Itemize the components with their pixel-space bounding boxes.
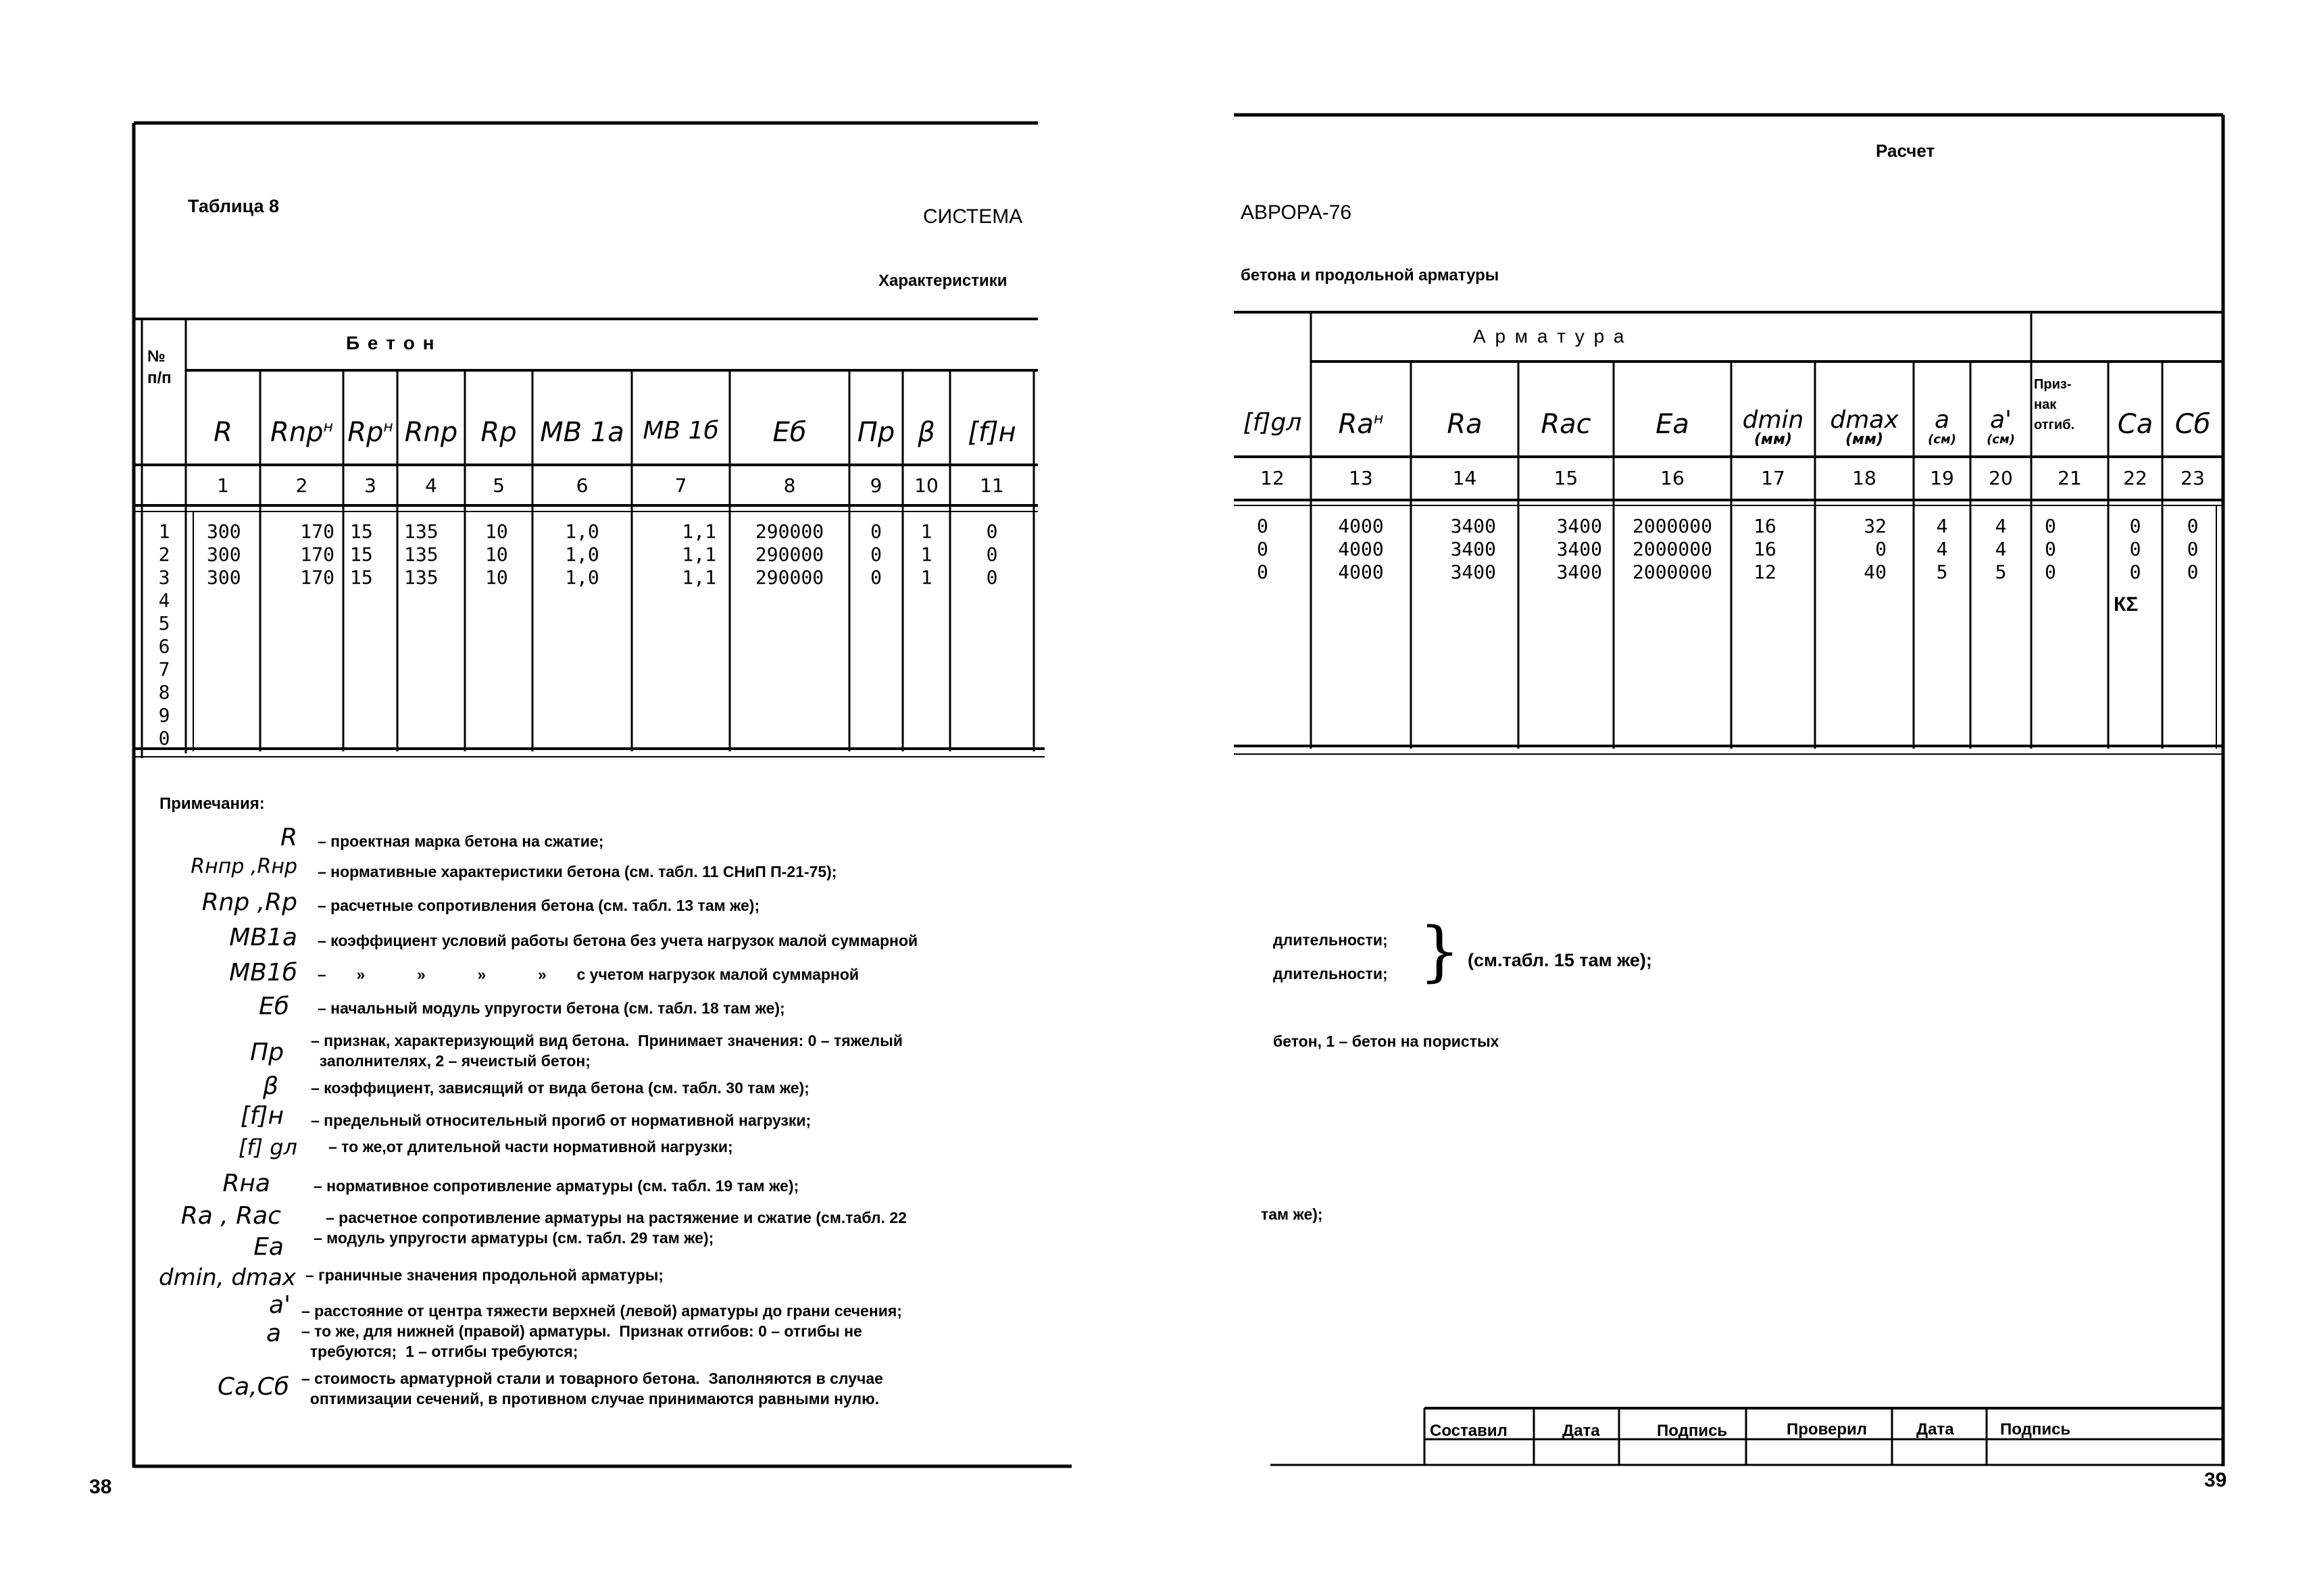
note-text: – расстояние от центра тяжести верхней (левой) арматуры до грани сечения; [301,1302,902,1320]
concrete-group-header: Б е т о н [346,332,436,353]
note-symbol: a [266,1320,281,1347]
col-symbol: Rnp [404,417,458,448]
data-col-14: 3400 3400 3400 [1450,515,1496,583]
col-number: 2 [295,474,308,497]
note-symbol: Ca,Cб [218,1373,289,1401]
note-text: – » » » » с учетом нагрузок малой суммарной [318,966,860,983]
characteristics-title: Характеристики [878,272,1007,290]
data-col-20: 4 4 5 [1995,515,2007,583]
col-number: 14 [1452,467,1477,489]
col-symbol: Пр [857,417,895,448]
data-col-17: 16 16 12 [1753,515,1776,583]
signature-cell: Дата [1562,1422,1600,1440]
col-unit: (см) [1987,432,2015,447]
signature-cell: Подпись [2000,1420,2071,1439]
note-text: – предельный относительный прогиб от нормативной нагрузки; [311,1112,812,1129]
data-col-12: 0 0 0 [1257,515,1268,583]
note-symbol: Rnp ,Rp [201,889,297,916]
col-symbol: MB 1a [540,417,624,448]
data-col-19: 4 4 5 [1936,515,1948,583]
concrete-rebar-title: бетона и продольной арматуры [1241,266,1499,284]
data-col-2: 170 170 170 [300,520,334,589]
col-number: 13 [1349,467,1373,489]
ks-mark: КΣ [2114,593,2139,616]
note-symbol: [f] gл [238,1134,297,1160]
note-text: – начальный модуль упругости бетона (см. табл. 18 там же); [318,999,785,1017]
col-number: 20 [1989,467,2013,489]
col-unit: (мм) [1753,431,1793,448]
note-text: – расчетное сопротивление арматуры на растяжение и сжатие (см.табл. 22 [326,1209,907,1226]
page-number-right: 39 [2204,1469,2227,1491]
col-symbol: Ea [1656,409,1689,440]
note-text: – коэффициент условий работы бетона без учета нагрузок малой суммарной [318,932,918,949]
col-number: 4 [425,474,437,497]
signature-cell: Проверил [1787,1420,1868,1439]
system-title: СИСТЕМА [923,205,1023,228]
note-symbol: MB1a [229,924,297,951]
note-symbol: a' [269,1291,291,1319]
col-number: 19 [1930,467,1954,489]
table-label: Таблица 8 [188,196,280,216]
data-col-13: 4000 4000 4000 [1338,515,1384,583]
data-col-22: 0 0 0 [2129,515,2141,583]
data-col-10: 1 1 1 [920,520,932,589]
col-symbol: $Ra^н$ [1338,409,1384,440]
data-col-21: 0 0 0 [2045,515,2056,583]
note-text: – граничные значения продольной арматуры; [305,1266,664,1284]
continuation-text: там же); [1261,1205,1323,1223]
col-number: 17 [1761,467,1785,489]
col-symbol: a [1934,406,1950,434]
col-symbol: Ra [1447,409,1483,440]
note-text: – стоимость арматурной стали и товарного бетона. Заполняются в случае оптимизации сечений, в противном случае принимаются равными нулю. [301,1370,883,1407]
note-symbol: Ea [253,1233,284,1261]
note-text: – расчетные сопротивления бетона (см. табл. 13 там же); [318,897,760,914]
data-col-1: 300 300 300 [207,520,241,589]
col-number: 9 [870,474,882,497]
col-number: 12 [1260,467,1285,489]
note-symbol: [f]н [240,1102,284,1130]
data-col-5: 10 10 10 [485,520,508,589]
col-symbol: β [918,417,935,448]
data-col-3: 15 15 15 [350,520,373,589]
col-symbol: Cб [2174,409,2211,440]
note-symbol: Ra , Rac [180,1202,281,1230]
col-symbol: Ca [2117,409,2154,440]
data-col-9: 0 0 0 [870,520,882,589]
col-symbol: [f]gл [1243,409,1302,437]
note-symbol: MB1б [229,959,297,987]
col-unit: (см) [1928,432,1956,447]
col-symbol: Eб [772,417,807,448]
data-col-23: 0 0 0 [2187,515,2199,583]
note-text: – модуль упругости арматуры (см. табл. 29 там же); [314,1229,714,1247]
col-number: 7 [674,474,687,497]
col-symbol: a' [1990,406,2012,434]
note-symbol: Rнпр ,Rнр [191,855,297,878]
col-number: 11 [980,474,1004,497]
col-number: 5 [493,474,505,497]
col-number: 21 [2058,467,2082,489]
note-text: – нормативное сопротивление арматуры (см. табл. 19 там же); [314,1177,799,1195]
rebar-group-header: А р м а т у р а [1473,326,1626,347]
data-col-7: 1,1 1,1 1,1 [682,520,716,589]
col-symbol: MB 1б [643,417,719,445]
col-number: 6 [576,474,589,497]
note-text: – признак, характеризующий вид бетона. Принимает значения: 0 – тяжелый заполнителях, 2 – ячеистый бетон; [311,1032,903,1070]
col-unit: (мм) [1845,431,1884,448]
col-symbol: dmax [1830,406,1899,434]
col-number: 16 [1660,467,1685,489]
data-col-15: 3400 3400 3400 [1556,515,1602,583]
col-number: 1 [217,474,229,497]
col-symbol: Rac [1541,409,1591,440]
signature-cell: Подпись [1657,1422,1728,1440]
row-number-header: № п/п [147,347,172,387]
data-col-18: 32 0 40 [1864,515,1887,583]
data-col-6: 1,0 1,0 1,0 [565,520,599,589]
notes-title: Примечания: [159,795,265,813]
avrora-title: АВРОРА-76 [1241,201,1352,224]
note-text: – нормативные характеристики бетона (см. табл. 11 СНиП П-21-75); [318,863,837,880]
col-number: 8 [783,474,796,497]
data-col-16: 2000000 2000000 2000000 [1632,515,1712,583]
signature-cell: Составил [1430,1422,1508,1440]
note-symbol: Eб [259,993,289,1020]
note-symbol: R [280,824,297,851]
data-col-4: 135 135 135 [404,520,439,589]
note-text: – то же,от длительной части нормативной нагрузки; [328,1138,733,1155]
continuation-text: длительности; [1273,965,1388,982]
note-symbol: dmin, dmax [159,1264,296,1291]
col-symbol: dmin [1742,406,1804,434]
col-number: 18 [1852,467,1876,489]
data-col-11: 0 0 0 [986,520,998,589]
continuation-text: длительности; [1273,931,1388,949]
col-number: 23 [2181,467,2205,489]
col-number: 15 [1553,467,1578,489]
brace: } [1419,914,1461,989]
row-numbers: 1 2 3 4 5 6 7 8 9 0 [158,520,170,749]
continuation-text: (см.табл. 15 там же); [1468,950,1652,970]
data-col-8: 290000 290000 290000 [755,520,824,589]
col-symbol: [f]н [968,417,1016,448]
note-symbol: β [263,1072,278,1100]
col-number: 3 [364,474,376,497]
note-text: – коэффициент, зависящий от вида бетона (см. табл. 30 там же); [311,1079,810,1097]
col-symbol: Rp [480,417,517,448]
note-symbol: Rнa [222,1170,270,1197]
page-number-left: 38 [89,1476,112,1498]
note-symbol: Пр [250,1039,284,1066]
signature-cell: Дата [1916,1420,1954,1439]
note-text: – проектная марка бетона на сжатие; [318,832,604,850]
col-symbol: $Rp^н$ [347,417,393,448]
bend-flag-header: Приз- нак отгиб. [2034,377,2075,432]
col-number: 22 [2123,467,2147,489]
col-symbol: R [214,417,232,448]
continuation-text: бетон, 1 – бетон на пористых [1273,1032,1499,1050]
note-text: – то же, для нижней (правой) арматуры. Признак отгибов: 0 – отгибы не требуются; 1 – отгибы требуются; [301,1322,862,1360]
calc-title: Расчет [1876,141,1935,161]
col-number: 10 [914,474,939,497]
col-symbol: Rnp$^н$ [270,417,333,448]
